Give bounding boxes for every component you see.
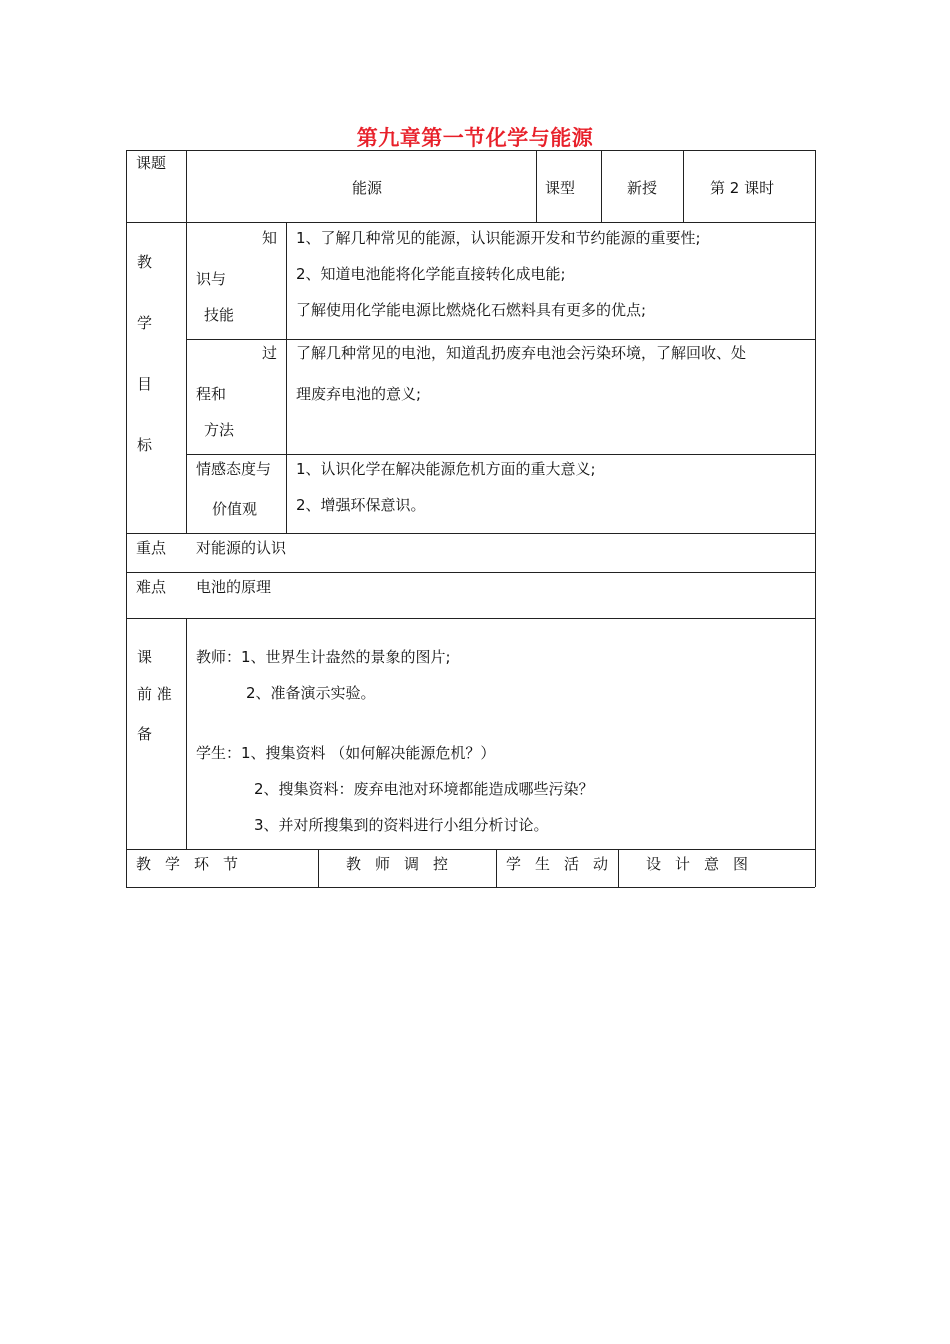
knowledge-label: 知 (262, 229, 278, 247)
process-item: 理废弃电池的意义; (296, 385, 422, 403)
process-label: 过 (262, 344, 278, 362)
teacher-prep-line: 2、准备演示实验。 (246, 684, 376, 702)
objectives-label-char: 目 (137, 375, 153, 393)
process-label: 程和 (196, 385, 227, 403)
table-row-divider (126, 572, 815, 573)
difficulty-value: 电池的原理 (196, 578, 272, 596)
col-teaching-stage: 教学环节 (136, 855, 253, 873)
difficulty-label: 难点 (136, 578, 167, 596)
table-col-divider (496, 849, 497, 887)
table-row-divider (126, 222, 815, 223)
table-row-divider (126, 533, 815, 534)
topic-value: 能源 (352, 179, 383, 197)
table-col-divider (286, 222, 287, 533)
col-teacher-control: 教师调控 (346, 855, 463, 873)
lesson-count: 第 2 课时 (710, 179, 775, 197)
table-border-right (815, 150, 816, 887)
table-border-top (126, 150, 815, 151)
table-row-divider (186, 339, 815, 340)
lesson-type-label: 课型 (545, 179, 576, 197)
lesson-type-value: 新授 (627, 179, 658, 197)
table-border-bottom (126, 887, 815, 888)
emotion-item: 1、认识化学在解决能源危机方面的重大意义; (296, 460, 596, 478)
knowledge-item: 2、知道电池能将化学能直接转化成电能; (296, 265, 566, 283)
col-design-intent: 设计意图 (646, 855, 763, 873)
student-prep-line: 3、并对所搜集到的资料进行小组分析讨论。 (254, 816, 549, 834)
teacher-prep-line: 教师：1、世界生计盎然的景象的图片; (196, 648, 451, 666)
emotion-label: 价值观 (212, 500, 258, 518)
table-row-divider (186, 454, 815, 455)
table-border-left (126, 150, 127, 887)
topic-label: 课题 (136, 154, 167, 172)
knowledge-item: 了解使用化学能电源比燃烧化石燃料具有更多的优点; (296, 301, 647, 319)
objectives-label-char: 标 (137, 436, 153, 454)
preparation-label: 前 准 (137, 685, 172, 703)
knowledge-label: 识与 (196, 270, 227, 288)
process-label: 方法 (204, 421, 235, 439)
page-title: 第九章第一节化学与能源 (356, 126, 594, 150)
table-col-divider (186, 618, 187, 849)
key-point-value: 对能源的认识 (196, 539, 287, 557)
table-col-divider (186, 150, 187, 533)
table-row-divider (126, 849, 815, 850)
knowledge-item: 1、了解几种常见的能源，认识能源开发和节约能源的重要性; (296, 229, 701, 247)
table-row-divider (126, 618, 815, 619)
preparation-label: 课 (137, 648, 153, 666)
col-student-activity: 学生活动 (506, 855, 623, 873)
table-col-divider (683, 150, 684, 222)
objectives-label-char: 学 (137, 314, 153, 332)
student-prep-line: 学生：1、搜集资料 （如何解决能源危机？） (196, 744, 496, 762)
student-prep-line: 2、搜集资料：废弃电池对环境都能造成哪些污染？ (254, 780, 594, 798)
knowledge-label: 技能 (204, 306, 235, 324)
process-item: 了解几种常见的电池，知道乱扔废弃电池会污染环境，了解回收、处 (296, 344, 747, 362)
preparation-label: 备 (137, 725, 153, 743)
objectives-label-char: 教 (137, 253, 153, 271)
emotion-label: 情感态度与 (196, 460, 272, 478)
key-point-label: 重点 (136, 539, 167, 557)
table-col-divider (536, 150, 537, 222)
table-col-divider (318, 849, 319, 887)
table-col-divider (601, 150, 602, 222)
emotion-item: 2、增强环保意识。 (296, 496, 426, 514)
